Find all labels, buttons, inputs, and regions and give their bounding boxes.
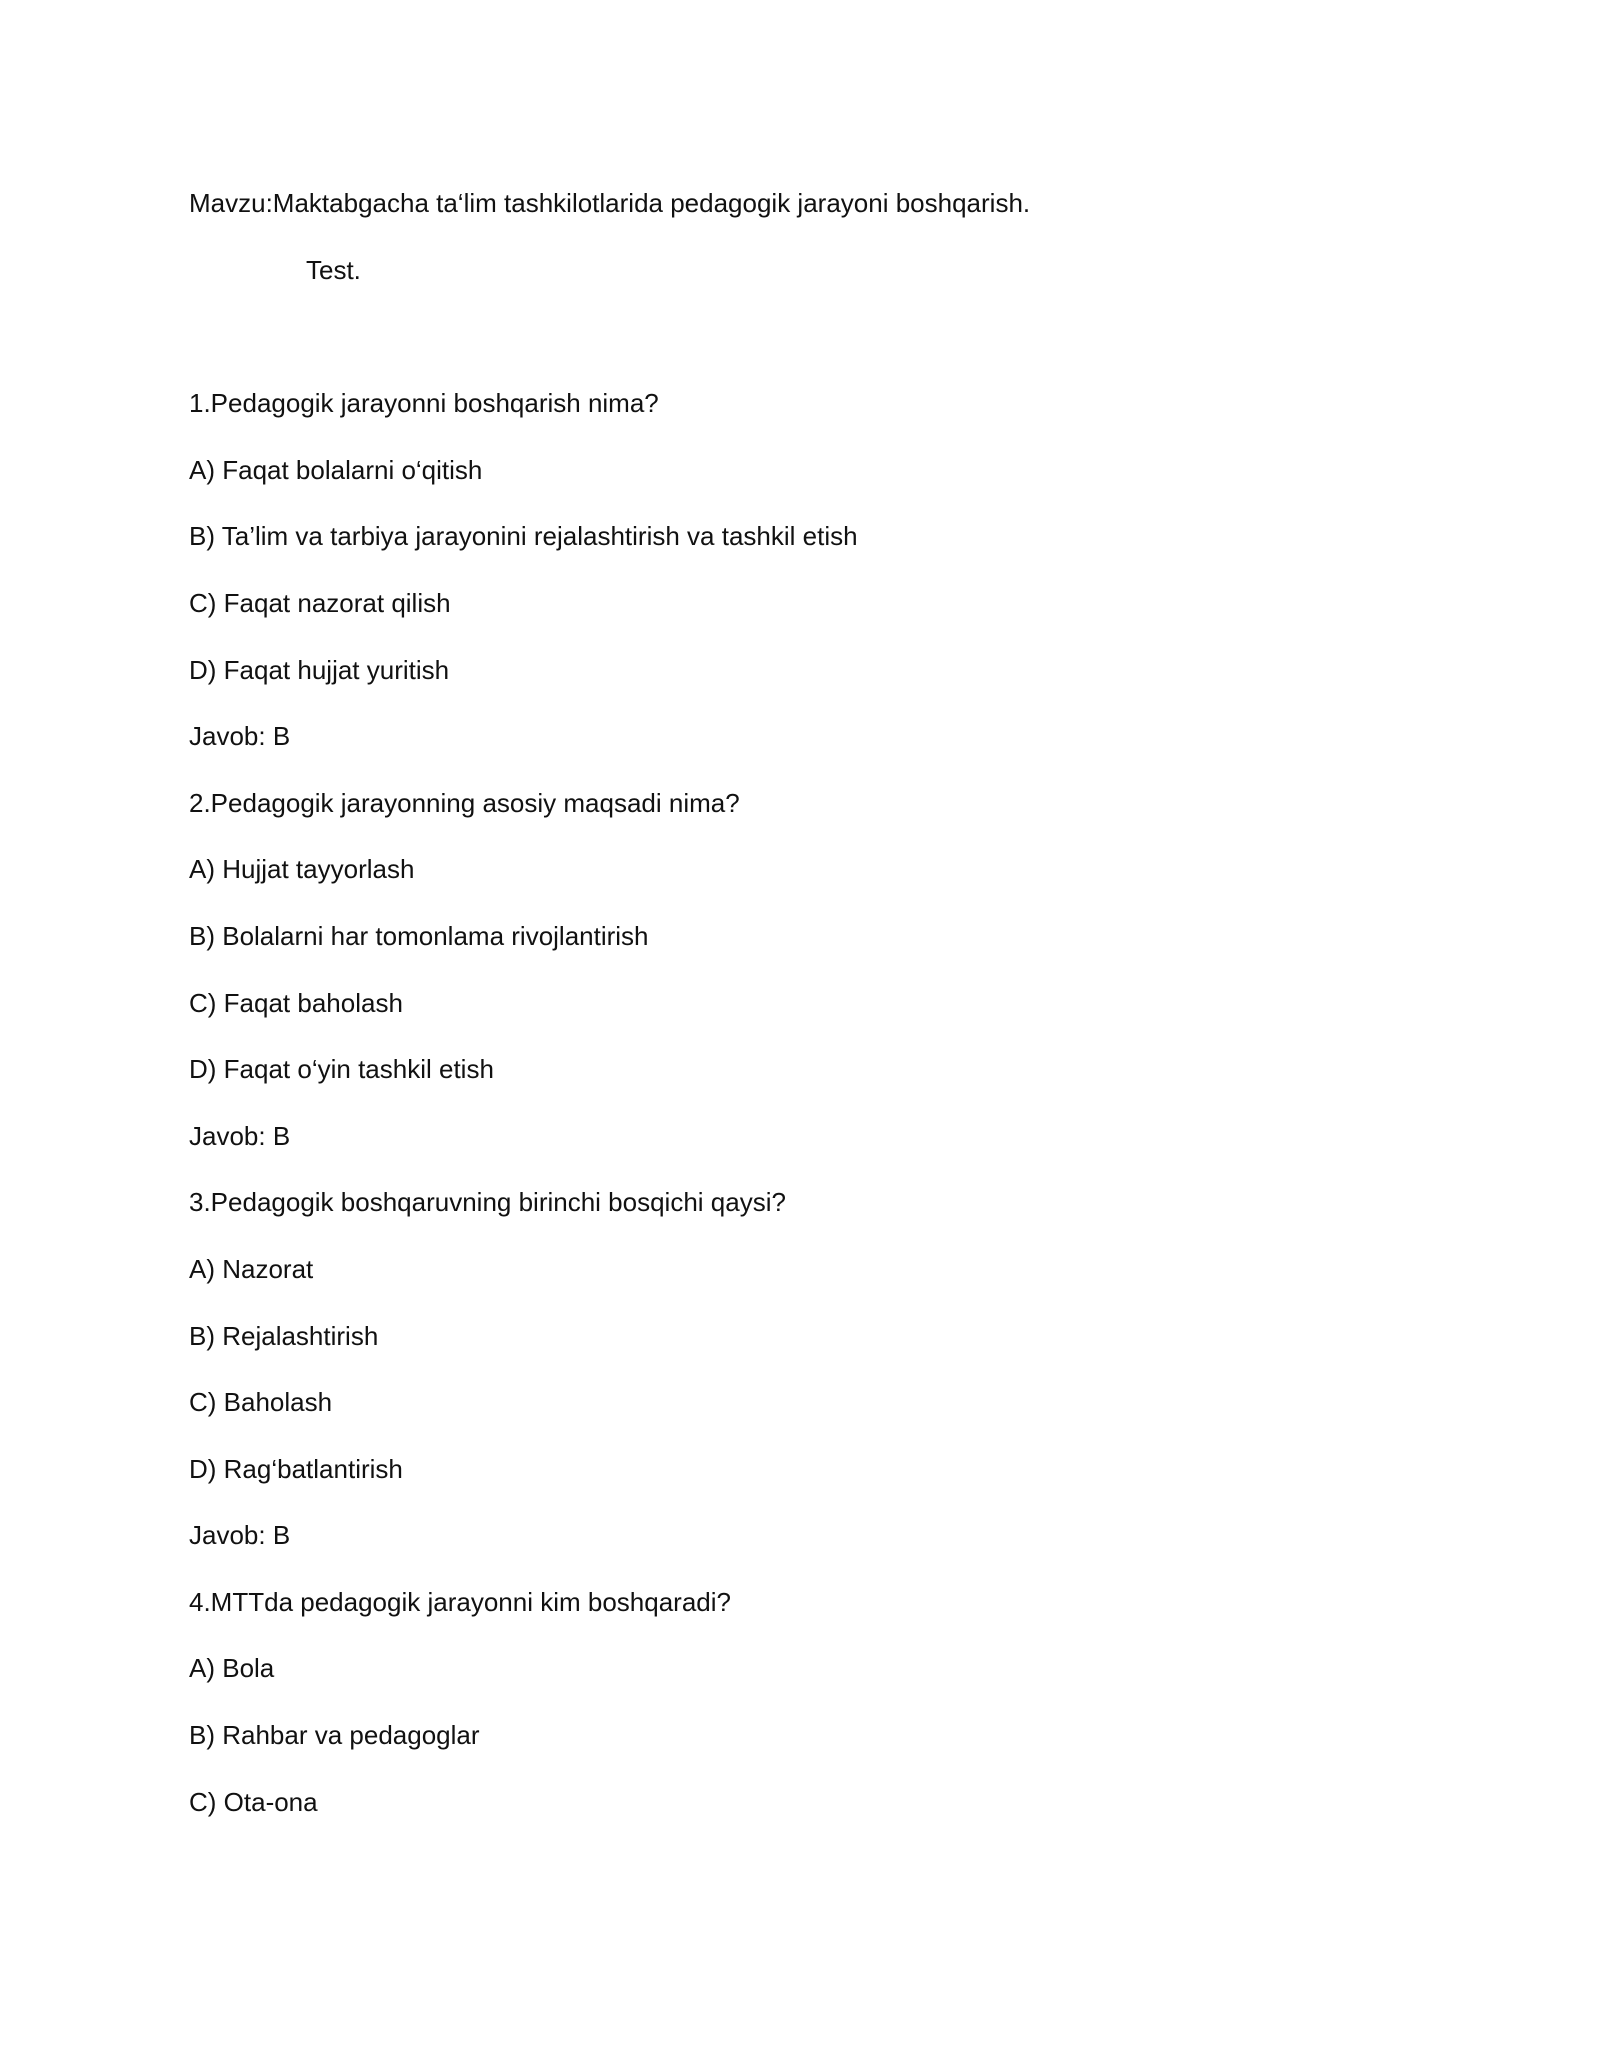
document-content: [189, 186, 1409, 1851]
question-2-option-d: D) Faqat o‘yin tashkil etish: [189, 1054, 494, 1085]
question-4-option-c: C) Ota-ona: [189, 1786, 318, 1817]
topic-heading: Mavzu:Maktabgacha ta‘lim tashkilotlarida pedagogik jarayoni boshqarish.: [189, 188, 1031, 218]
question-3-option-c: C) Baholash: [189, 1387, 333, 1418]
question-1-option-c: C) Faqat nazorat qilish: [189, 587, 451, 618]
question-3-option-a: A) Nazorat: [189, 1253, 314, 1284]
question-2-option-b: B) Bolalarni har tomonlama rivojlantirish: [189, 920, 649, 951]
question-4: 4.MTTda pedagogik jarayonni kim boshqaradi?: [189, 1586, 731, 1617]
question-4-option-a: A) Bola: [189, 1653, 275, 1684]
question-2-answer: Javob: B: [189, 1120, 291, 1151]
question-3: 3.Pedagogik boshqaruvning birinchi bosqichi qaysi?: [189, 1187, 786, 1218]
question-2: 2.Pedagogik jarayonning asosiy maqsadi nima?: [189, 787, 740, 818]
question-1-answer: Javob: B: [189, 721, 291, 752]
question-3-option-b: B) Rejalashtirish: [189, 1320, 379, 1351]
question-1: 1.Pedagogik jarayonni boshqarish nima?: [189, 388, 659, 419]
blank-line: [189, 319, 1409, 386]
question-2-option-a: A) Hujjat tayyorlash: [189, 854, 415, 885]
question-1-option-d: D) Faqat hujjat yuritish: [189, 654, 450, 685]
question-1-option-a: A) Faqat bolalarni o‘qitish: [189, 454, 483, 485]
question-3-option-d: D) Rag‘batlantirish: [189, 1453, 403, 1484]
test-subtitle: Test.: [306, 254, 361, 285]
question-1-option-b: B) Ta’lim va tarbiya jarayonini rejalashtirish va tashkil etish: [189, 521, 858, 552]
question-2-option-c: C) Faqat baholash: [189, 987, 403, 1018]
question-3-answer: Javob: B: [189, 1520, 291, 1551]
question-4-option-b: B) Rahbar va pedagoglar: [189, 1720, 480, 1751]
